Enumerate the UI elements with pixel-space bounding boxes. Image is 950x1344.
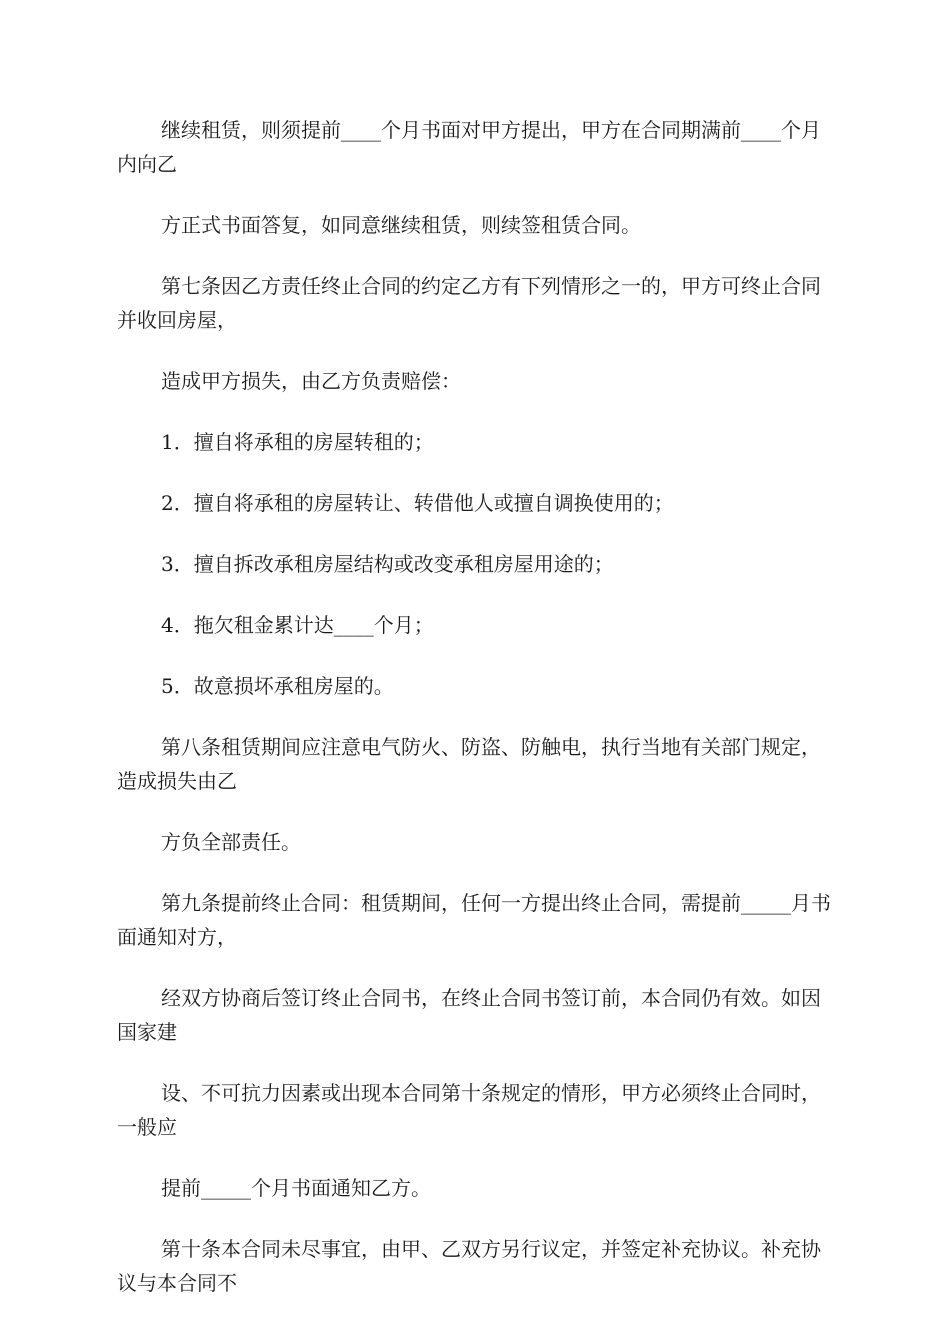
paragraph: 第九条提前终止合同：租赁期间，任何一方提出终止合同，需提前_____月书面通知对方， bbox=[117, 891, 831, 949]
paragraph: 造成甲方损失，由乙方负责赔偿： bbox=[161, 369, 461, 393]
paragraph: 第八条租赁期间应注意电气防火、防盗、防触电，执行当地有关部门规定，造成损失由乙 bbox=[117, 735, 821, 793]
paragraph: 经双方协商后签订终止合同书，在终止合同书签订前，本合同仍有效。如因国家建 bbox=[117, 986, 821, 1044]
list-item: 4．拖欠租金累计达____个月； bbox=[161, 613, 434, 637]
document-body bbox=[117, 113, 835, 1327]
paragraph: 方正式书面答复，如同意继续租赁，则续签租赁合同。 bbox=[161, 213, 641, 237]
list-item: 5．故意损坏承租房屋的。 bbox=[161, 674, 394, 698]
paragraph: 继续租赁，则须提前____个月书面对甲方提出，甲方在合同期满前____个月内向乙 bbox=[117, 118, 821, 176]
paragraph: 提前_____个月书面通知乙方。 bbox=[161, 1176, 431, 1200]
list-item: 3．擅自拆改承租房屋结构或改变承租房屋用途的； bbox=[161, 552, 614, 576]
paragraph: 设、不可抗力因素或出现本合同第十条规定的情形，甲方必须终止合同时，一般应 bbox=[117, 1081, 821, 1139]
list-item: 2．擅自将承租的房屋转让、转借他人或擅自调换使用的； bbox=[161, 491, 674, 515]
paragraph: 方负全部责任。 bbox=[161, 830, 301, 854]
list-item: 1．擅自将承租的房屋转租的； bbox=[161, 430, 434, 454]
paragraph: 第十条本合同未尽事宜，由甲、乙双方另行议定，并签定补充协议。补充协议与本合同不 bbox=[117, 1237, 821, 1295]
paragraph: 第七条因乙方责任终止合同的约定乙方有下列情形之一的，甲方可终止合同并收回房屋， bbox=[117, 274, 821, 332]
